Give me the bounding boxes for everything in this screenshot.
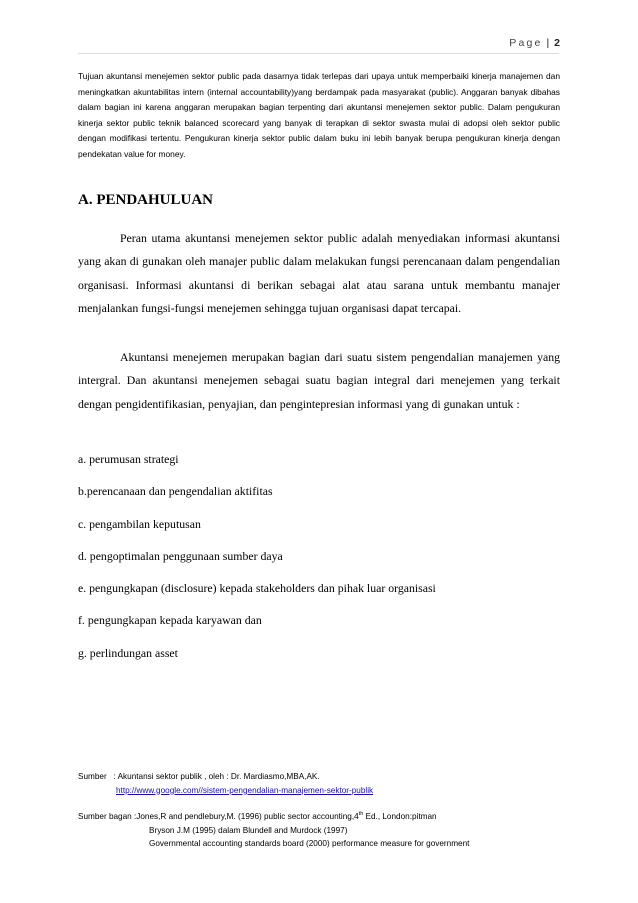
abstract-paragraph: Tujuan akuntansi menejemen sektor public pada dasarnya tidak terlepas dari upaya untuk memperbaiki kinerja manajemen dan meningkatkan akuntabilitas intern (internal accountability)yang berdampak pada masyarakat (public). Anggaran banyak dibahas dalam bagian ini karena anggaran merupakan bagian terpenting dari akuntansi menejemen sektor public. Dalam pengukuran kinerja sektor public teknik balanced scorecard yang banyak di terapkan di sektor swasta mulai di adopsi oleh sektor public dengan modifikasi tertentu. Pengukuran kinerja sektor public dalam buku ini lebih banyak berupa pengukuran kinerja dengan pendekatan value for money. [78,71,560,159]
chart-source-text: Sumber bagan :Jones,R and pendlebury,M. (1996) public sector accounting,4 [78,812,359,821]
page-label: Page [509,37,543,49]
list-item: c. pengambilan keputusan [78,516,201,531]
list-item: a. perumusan strategi [78,452,179,466]
page-header [509,37,560,49]
page-separator: | [546,37,550,49]
list-item: f. pengungkapan kepada karyawan dan [78,613,262,628]
chart-source-reference [78,810,578,851]
list-item: d. pengoptimalan penggunaan sumber daya [78,548,283,563]
section-heading: A. PENDAHULUAN [78,192,213,208]
page-number: 2 [554,37,560,49]
list-item: g. perlindungan asset [78,645,178,660]
list-item: e. pengungkapan (disclosure) kepada stakeholders dan pihak luar organisasi [78,581,436,596]
chart-source-text-suffix: Ed., London:pitman [363,812,437,821]
reference-line: Governmental accounting standards board (2000) performance measure for government [149,839,470,848]
source-reference [78,770,578,797]
source-text: : Akuntansi sektor publik , oleh : Dr. Mardiasmo,MBA,AK. [113,772,320,781]
superscript-th: th [358,811,364,817]
purpose-list [78,448,436,674]
list-item: b.perencanaan dan pengendalian aktifitas [78,484,273,499]
body-paragraph-1: Peran utama akuntansi menejemen sektor public adalah menyediakan informasi akuntansi yang akan di gunakan oleh manajer public dalam melakukan fungsi perencanaan dalam pengendalian organisasi. Informasi akuntansi di berikan sebagai alat atau sarana untuk membantu manajer menjalankan fungsi-fungsi menejemen sehingga tujuan organisasi dapat tercapai. [78,231,560,316]
body-paragraph-2: Akuntansi menejemen merupakan bagian dari suatu sistem pengendalian manajemen yang intergral. Dan akuntansi menejemen sebagai suatu bagian integral dari menejemen yang terkait dengan pengidentifikasian, penyajian, dan pengintepresian informasi yang di gunakan untuk : [78,350,560,411]
source-label: Sumber [78,772,107,781]
reference-line: Bryson J.M (1995) dalam Blundell and Murdock (1997) [149,825,348,835]
source-link[interactable]: http://www.google.com//sistem-pengendalian-manajemen-sektor-publik [116,785,374,795]
header-divider [78,53,559,54]
